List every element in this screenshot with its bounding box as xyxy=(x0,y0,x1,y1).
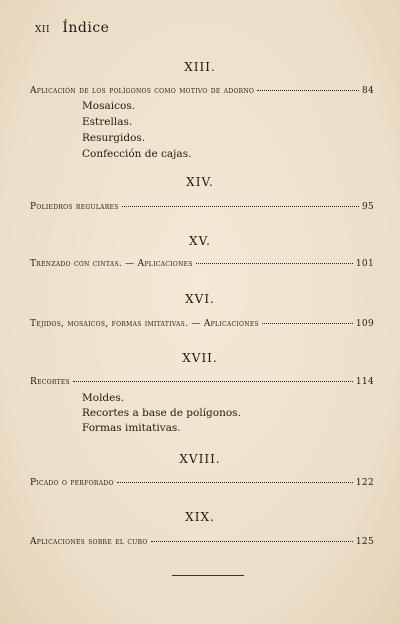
toc-entry-label: Aplicaciones sobre el cubo xyxy=(30,537,148,547)
toc-subitem: Recortes a base de polígonos. xyxy=(82,407,241,419)
toc-entry[interactable] xyxy=(30,377,374,387)
toc-entry-label: Trenzado con cintas. — Aplicaciones xyxy=(30,259,193,269)
section-heading-xviii: XVIII. xyxy=(179,452,221,466)
dot-leader xyxy=(262,323,353,324)
toc-entry-page: 101 xyxy=(355,259,374,269)
toc-subitem: Moldes. xyxy=(82,392,125,404)
toc-entry-page: 125 xyxy=(355,537,374,547)
dot-leader xyxy=(122,206,359,207)
page-title: Índice xyxy=(62,20,110,36)
page-number: XII xyxy=(35,25,51,35)
closing-rule xyxy=(172,575,244,576)
toc-entry[interactable] xyxy=(30,537,374,547)
toc-entry[interactable] xyxy=(30,319,374,329)
toc-entry-label: Aplicación de los polígonos como motivo de adorno xyxy=(30,86,255,96)
section-heading-xix: XIX. xyxy=(185,510,215,524)
toc-entry[interactable] xyxy=(30,478,374,488)
toc-entry-label: Recortes xyxy=(30,377,70,387)
dot-leader xyxy=(73,381,353,382)
toc-entry-label: Tejidos, mosaicos, formas imitativas. — Aplicaciones xyxy=(30,319,259,329)
section-heading-xiii: XIII. xyxy=(184,60,216,74)
toc-entry-page: 84 xyxy=(361,86,374,96)
dot-leader xyxy=(151,541,353,542)
section-heading-xvi: XVI. xyxy=(185,292,215,306)
toc-entry[interactable] xyxy=(30,259,374,269)
toc-subitem: Estrellas. xyxy=(82,116,133,128)
section-heading-xvii: XVII. xyxy=(182,351,218,365)
toc-entry-page: 109 xyxy=(355,319,374,329)
toc-subitem: Confección de cajas. xyxy=(82,148,192,160)
section-heading-xv: XV. xyxy=(189,234,211,248)
dot-leader xyxy=(257,90,359,91)
toc-entry[interactable] xyxy=(30,202,374,212)
dot-leader xyxy=(117,482,353,483)
toc-entry-label: Poliedros regulares xyxy=(30,202,119,212)
toc-entry-page: 122 xyxy=(355,478,374,488)
toc-entry-page: 95 xyxy=(361,202,374,212)
toc-subitem: Mosaicos. xyxy=(82,100,136,112)
toc-entry-page: 114 xyxy=(355,377,374,387)
page-header xyxy=(35,20,109,36)
toc-subitem: Formas imitativas. xyxy=(82,422,181,434)
toc-entry[interactable] xyxy=(30,86,374,96)
toc-subitem: Resurgidos. xyxy=(82,132,146,144)
toc-entry-label: Picado o perforado xyxy=(30,478,114,488)
section-heading-xiv: XIV. xyxy=(186,175,214,189)
dot-leader xyxy=(196,263,353,264)
